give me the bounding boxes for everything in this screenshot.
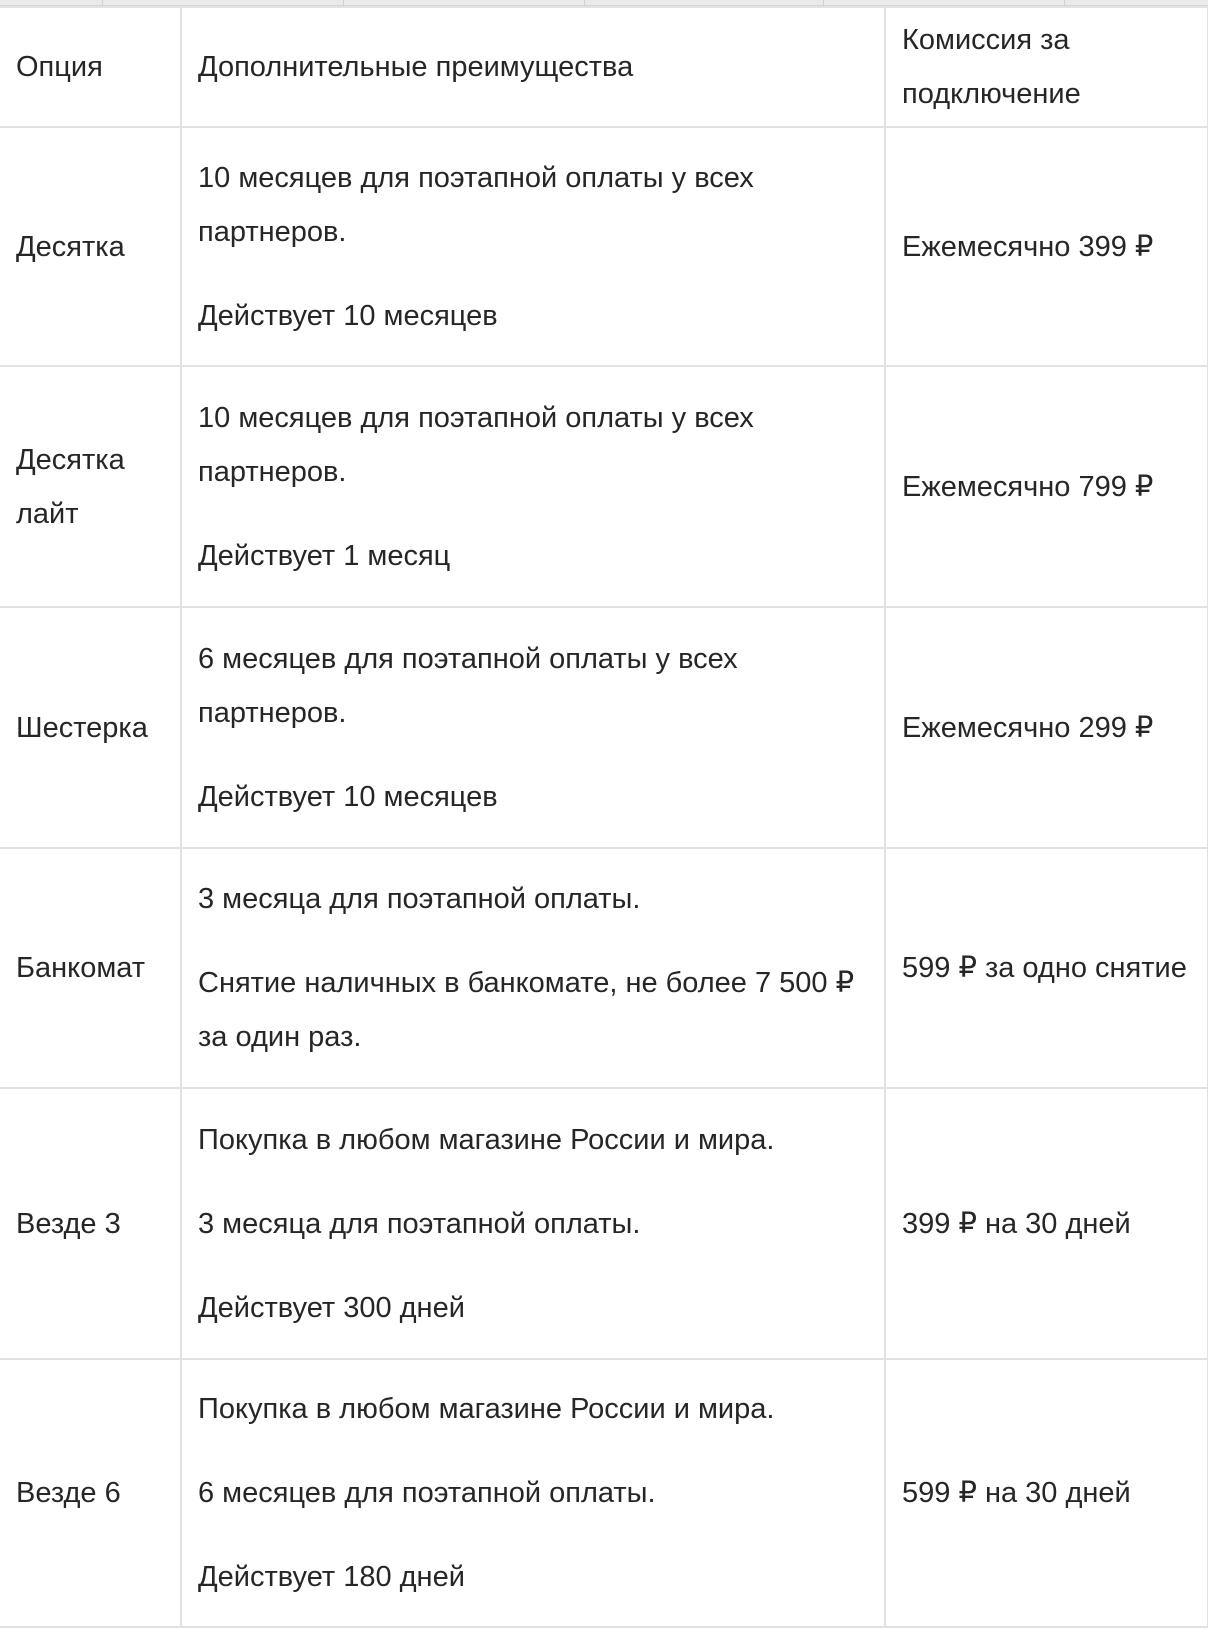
benefit-text: Действует 10 месяцев [198,299,498,332]
option-fee: Ежемесячно 399 ₽ [885,127,1208,366]
option-benefits [181,848,885,1088]
table-row [0,1359,1208,1627]
option-benefits [181,607,885,848]
benefit-text: Действует 300 дней [198,1291,465,1324]
benefit-text: 3 месяца для поэтапной оплаты. [198,1207,641,1240]
benefit-text: Действует 1 месяц [198,539,451,572]
option-fee: 399 ₽ на 30 дней [885,1088,1208,1359]
header-fee: Комиссия за подключение [885,7,1208,127]
option-fee: Ежемесячно 299 ₽ [885,607,1208,848]
table-row [0,607,1208,848]
option-benefits [181,1088,885,1359]
benefit-text: 3 месяца для поэтапной оплаты. [198,883,641,915]
benefit-text: Действует 180 дней [198,1561,465,1593]
table-header-row [0,7,1208,127]
option-fee: 599 ₽ на 30 дней [885,1359,1208,1627]
option-name: Десятка лайт [0,366,181,607]
benefit-text: Снятие наличных в банкомате, не более 7 500 ₽ за один раз. [198,967,855,1053]
table-row [0,366,1208,607]
option-name: Шестерка [0,607,181,848]
option-fee: 599 ₽ за одно снятие [885,848,1208,1088]
benefit-text: Покупка в любом магазине России и мира. [198,1393,775,1425]
benefit-text: 6 месяцев для поэтапной оплаты. [198,1477,656,1509]
option-name: Банкомат [0,848,181,1088]
option-benefits [181,366,885,607]
benefit-text: 6 месяцев для поэтапной оплаты у всех партнеров. [198,642,738,729]
table-row [0,1088,1208,1359]
header-benefits: Дополнительные преимущества [181,7,885,127]
option-fee: Ежемесячно 799 ₽ [885,366,1208,607]
option-benefits [181,1359,885,1627]
table-row [0,127,1208,366]
benefit-text: Покупка в любом магазине России и мира. [198,1123,775,1156]
header-option: Опция [0,7,181,127]
benefit-text: 10 месяцев для поэтапной оплаты у всех партнеров. [198,161,754,248]
option-name: Десятка [0,127,181,366]
option-benefits [181,127,885,366]
benefit-text: Действует 10 месяцев [198,780,498,813]
option-name: Везде 6 [0,1359,181,1627]
benefit-text: 10 месяцев для поэтапной оплаты у всех партнеров. [198,401,754,488]
option-name: Везде 3 [0,1088,181,1359]
table-row [0,848,1208,1088]
options-table [0,6,1208,1628]
